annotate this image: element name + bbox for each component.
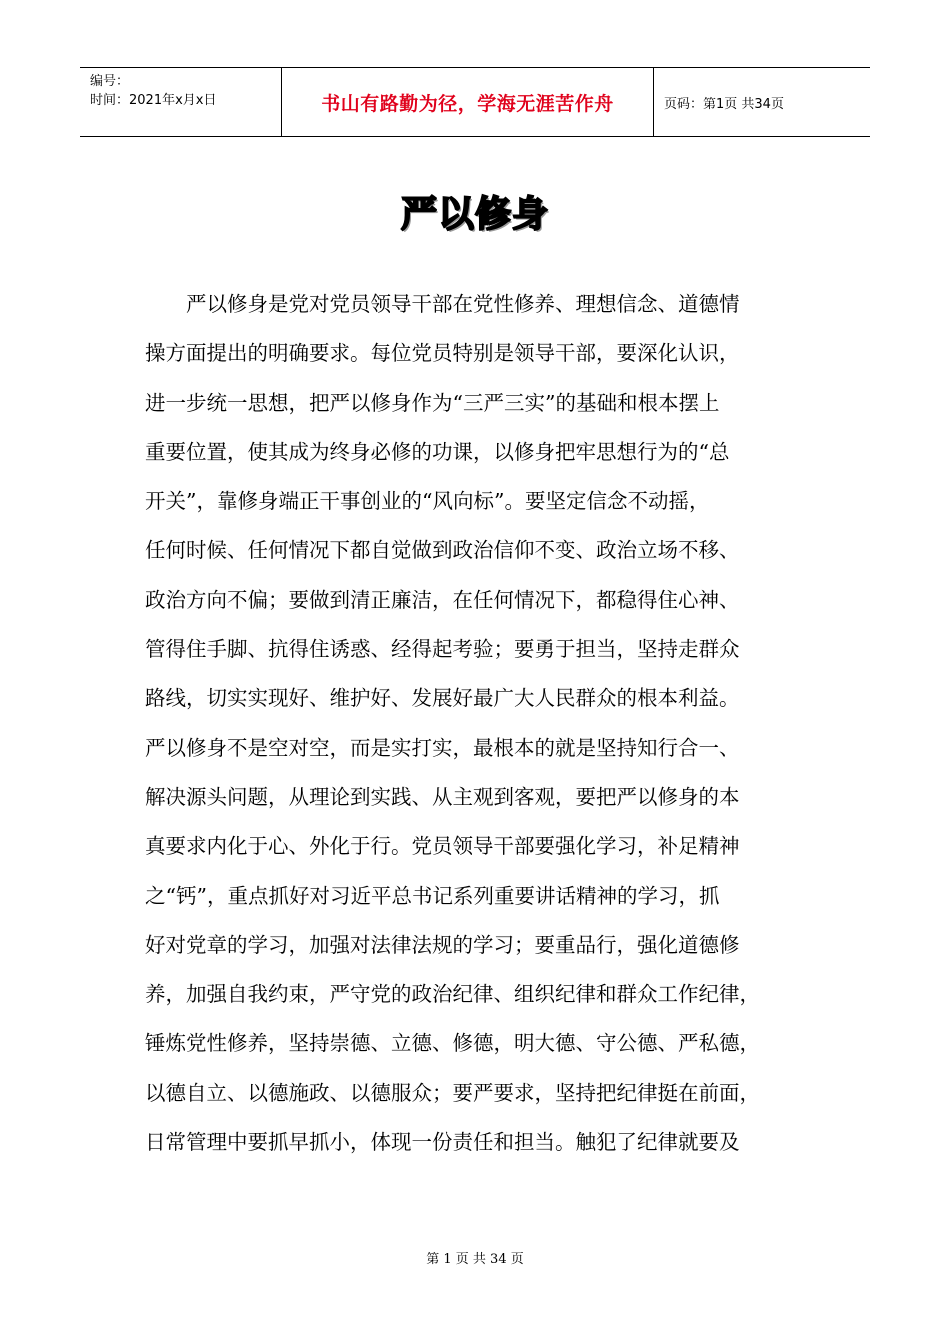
body-line: 严以修身不是空对空，而是实打实，最根本的就是坚持知行合一、 <box>145 735 740 760</box>
body-line: 政治方向不偏；要做到清正廉洁，在任何情况下，都稳得住心神、 <box>145 587 740 612</box>
body-line: 严以修身是党对党员领导干部在党性修养、理想信念、道德情 <box>145 292 740 316</box>
header-info-cell <box>80 68 282 136</box>
body-line: 好对党章的学习，加强对法律法规的学习；要重品行，强化道德修 <box>145 932 740 957</box>
body-line: 解决源头问题，从理论到实践、从主观到客观，要把严以修身的本 <box>145 784 740 809</box>
body-line: 任何时候、任何情况下都自觉做到政治信仰不变、政治立场不移、 <box>145 538 740 563</box>
body-line: 真要求内化于心、外化于行。党员领导干部要强化学习，补足精神 <box>145 834 740 859</box>
body-line: 以德自立、以德施政、以德服众；要严要求，坚持把纪律挺在前面， <box>145 1080 760 1105</box>
document-body <box>145 280 830 1167</box>
page-label: 页码：第1页 共34页 <box>664 96 784 112</box>
header-page-cell <box>654 68 870 136</box>
header-motto-cell <box>282 68 654 136</box>
document-title: 严以修身 <box>400 194 549 235</box>
body-line: 重要位置，使其成为终身必修的功课，以修身把牢思想行为的“总 <box>145 439 730 464</box>
body-line: 进一步统一思想，把严以修身作为“三严三实”的基础和根本摆上 <box>145 390 720 415</box>
body-line: 开关”，靠修身端正干事创业的“风向标”。要坚定信念不动摇， <box>145 489 710 514</box>
body-line: 管得住手脚、抗得住诱惑、经得起考验；要勇于担当，坚持走群众 <box>145 637 740 662</box>
number-label: 编号： <box>90 74 130 89</box>
body-line: 锤炼党性修养，坚持崇德、立德、修德，明大德、守公德、严私德， <box>145 1031 760 1056</box>
body-line: 养，加强自我约束，严守党的政治纪律、组织纪律和群众工作纪律， <box>145 982 760 1007</box>
body-line: 之“钙”，重点抓好对习近平总书记系列重要讲话精神的学习，抓 <box>145 883 720 908</box>
date-label: 时间：2021年x月x日 <box>90 93 217 108</box>
header-table <box>80 67 870 137</box>
motto-text: 书山有路勤为径，学海无涯苦作舟 <box>321 92 614 115</box>
body-line: 操方面提出的明确要求。每位党员特别是领导干部，要深化认识， <box>145 341 740 366</box>
body-line: 路线，切实实现好、维护好、发展好最广大人民群众的根本利益。 <box>145 686 740 711</box>
body-line: 日常管理中要抓早抓小，体现一份责任和担当。触犯了纪律就要及 <box>145 1130 740 1155</box>
page-footer: 第 1 页 共 34 页 <box>426 1252 524 1267</box>
